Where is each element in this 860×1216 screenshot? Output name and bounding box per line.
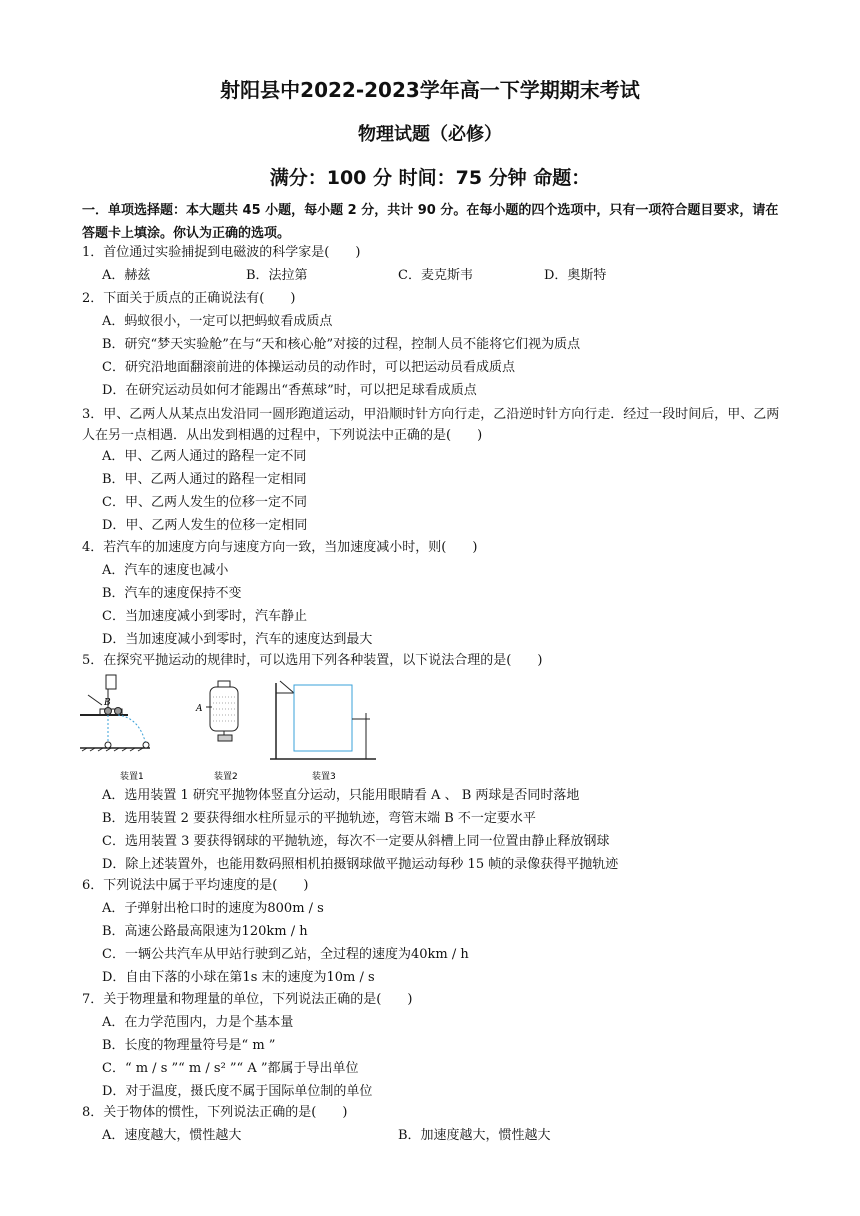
question-7-option-a: A．在力学范围内，力是个基本量 <box>102 1015 294 1030</box>
section-heading: 一．单项选择题：本大题共 45 小题，每小题 2 分，共计 90 分。在每小题的四个选项中，只有一项符合题目要求，请在答题卡上填涂。你认为正确的选项。 <box>82 203 779 241</box>
apparatus-2-drawing <box>206 681 238 741</box>
question-8-stem: 8．关于物体的惯性，下列说法正确的是( ) <box>82 1105 348 1120</box>
question-1-option-d: D．奥斯特 <box>544 268 607 283</box>
question-2-stem: 2．下面关于质点的正确说法有( ) <box>82 291 296 306</box>
apparatus-1-label-b: B <box>104 698 111 708</box>
exam-title: 射阳县中2022-2023学年高一下学期期末考试 <box>220 78 640 102</box>
question-5-figures <box>80 673 380 783</box>
question-1-option-a: A．赫兹 <box>102 268 151 283</box>
question-3-option-d: D．甲、乙两人发生的位移一定相同 <box>102 518 308 533</box>
question-5-option-b: B．选用装置 2 要获得细水柱所显示的平抛轨迹，弯管末端 B 不一定要水平 <box>102 811 536 826</box>
apparatus-2-label-a: A <box>196 704 203 714</box>
question-6-option-d: D．自由下落的小球在第1s 末的速度为10m / s <box>102 970 375 985</box>
question-5-option-d: D．除上述装置外，也能用数码照相机拍摄钢球做平抛运动每秒 15 帧的录像获得平抛轨迹 <box>102 857 619 872</box>
question-3-stem: 3．甲、乙两人从某点出发沿同一圆形跑道运动，甲沿顺时针方向行走，乙沿逆时针方向行走．经过一段时间后，甲、乙两人在另一点相遇．从出发到相遇的过程中，下列说法中正确的是( ) <box>82 407 780 443</box>
question-3-option-c: C．甲、乙两人发生的位移一定不同 <box>102 495 307 510</box>
caption-apparatus-3: 装置3 <box>312 772 336 782</box>
question-6-option-b: B．高速公路最高限速为120km / h <box>102 924 308 939</box>
question-4-option-d: D．当加速度减小到零时，汽车的速度达到最大 <box>102 632 373 647</box>
caption-apparatus-1: 装置1 <box>120 772 144 782</box>
question-7-stem: 7．关于物理量和物理量的单位，下列说法正确的是( ) <box>82 992 413 1007</box>
question-3-option-b: B．甲、乙两人通过的路程一定相同 <box>102 472 307 487</box>
exam-subtitle: 物理试题（必修） <box>358 124 502 145</box>
question-1-option-b: B．法拉第 <box>246 268 308 283</box>
question-6-option-a: A．子弹射出枪口时的速度为800m / s <box>102 901 324 916</box>
apparatus-1-drawing <box>80 675 150 751</box>
question-8-option-a: A．速度越大，惯性越大 <box>102 1128 242 1143</box>
question-4-stem: 4．若汽车的加速度方向与速度方向一致，当加速度减小时，则( ) <box>82 540 478 555</box>
question-7-option-c: C．“ m / s ”“ m / s² ”“ A ”都属于导出单位 <box>102 1061 359 1076</box>
question-5-option-c: C．选用装置 3 要获得钢球的平抛轨迹，每次不一定要从斜槽上同一位置由静止释放钢球 <box>102 834 610 849</box>
question-2-option-d: D．在研究运动员如何才能踢出“香蕉球”时，可以把足球看成质点 <box>102 383 477 398</box>
question-2-option-c: C．研究沿地面翻滚前进的体操运动员的动作时，可以把运动员看成质点 <box>102 360 515 375</box>
apparatus-3-drawing <box>270 681 376 759</box>
question-4-option-c: C．当加速度减小到零时，汽车静止 <box>102 609 307 624</box>
question-2-option-b: B．研究“梦天实验舱”在与“天和核心舱”对接的过程，控制人员不能将它们视为质点 <box>102 337 581 352</box>
question-6-stem: 6．下列说法中属于平均速度的是( ) <box>82 878 309 893</box>
apparatus-figure <box>80 673 380 783</box>
question-4-option-b: B．汽车的速度保持不变 <box>102 586 242 601</box>
question-1-stem: 1．首位通过实验捕捉到电磁波的科学家是( ) <box>82 245 361 260</box>
question-1-option-c: C．麦克斯韦 <box>398 268 473 283</box>
question-7-option-d: D．对于温度，摄氏度不属于国际单位制的单位 <box>102 1084 373 1099</box>
question-7-option-b: B．长度的物理量符号是“ m ” <box>102 1038 276 1053</box>
question-5-stem: 5．在探究平抛运动的规律时，可以选用下列各种装置，以下说法合理的是( ) <box>82 653 543 668</box>
question-3-option-a: A．甲、乙两人通过的路程一定不同 <box>102 449 307 464</box>
exam-info: 满分：100 分 时间：75 分钟 命题： <box>269 167 591 189</box>
question-5-option-a: A．选用装置 1 研究平抛物体竖直分运动，只能用眼睛看 A 、 B 两球是否同时落地 <box>102 788 580 803</box>
question-4-option-a: A．汽车的速度也减小 <box>102 563 229 578</box>
question-8-option-b: B．加速度越大，惯性越大 <box>398 1128 551 1143</box>
caption-apparatus-2: 装置2 <box>214 772 238 782</box>
question-6-option-c: C．一辆公共汽车从甲站行驶到乙站，全过程的速度为40km / h <box>102 947 469 962</box>
question-2-option-a: A．蚂蚁很小，一定可以把蚂蚁看成质点 <box>102 314 333 329</box>
